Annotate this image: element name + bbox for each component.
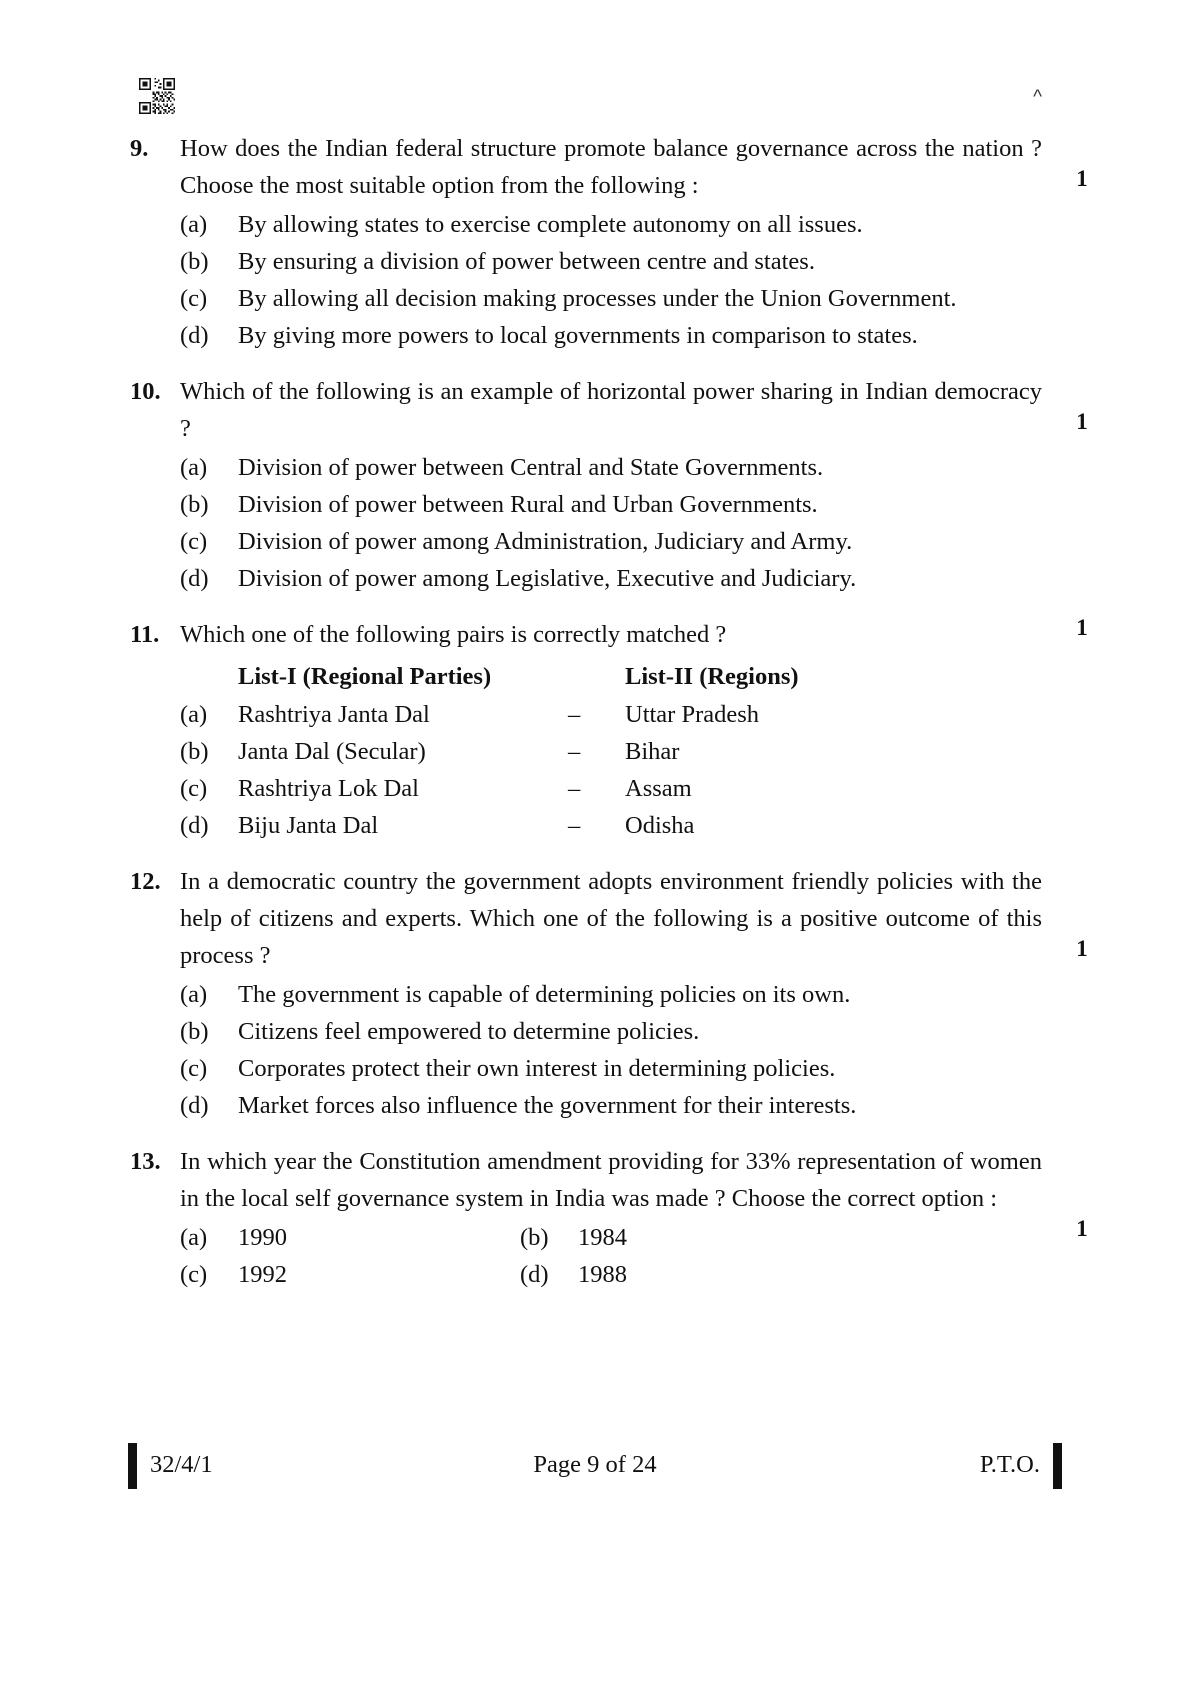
- question-marks: 1: [1076, 1216, 1088, 1241]
- option-list: [180, 206, 1048, 354]
- question-text: In which year the Constitution amendment providing for 33% representation of women in the local self governance system in India was made ? Choose the correct option :: [180, 1148, 1042, 1212]
- option-text: Division of power among Legislative, Executive and Judiciary.: [238, 565, 857, 592]
- option-item[interactable]: [520, 1219, 860, 1256]
- option-item[interactable]: [180, 280, 1048, 317]
- option-label: (d): [180, 812, 209, 839]
- qr-code: [139, 78, 175, 114]
- option-text: Division of power between Central and State Governments.: [238, 454, 824, 481]
- region-name: Bihar: [625, 738, 680, 765]
- chevron-up-icon: ^: [1033, 87, 1042, 108]
- question-number: 12.: [130, 868, 161, 895]
- region-name: Uttar Pradesh: [625, 701, 760, 728]
- option-label: (d): [180, 1092, 209, 1119]
- option-text: 1990: [238, 1224, 287, 1251]
- option-item[interactable]: [180, 1013, 1048, 1050]
- option-text: Citizens feel empowered to determine policies.: [238, 1018, 700, 1045]
- paper-code: 32/4/1: [150, 1451, 213, 1478]
- column-header-list-2: List-II (Regions): [625, 663, 799, 690]
- page-footer: [128, 1443, 1062, 1489]
- option-label: (b): [520, 1224, 549, 1251]
- option-text: Division of power between Rural and Urban Governments.: [238, 491, 818, 518]
- option-row: [180, 1219, 1048, 1256]
- option-list: [180, 449, 1048, 597]
- party-name: Rashtriya Janta Dal: [238, 701, 430, 728]
- option-item[interactable]: [180, 976, 1048, 1013]
- question-11: [128, 615, 1088, 844]
- question-marks: 1: [1076, 409, 1088, 434]
- question-number: 9.: [130, 135, 149, 162]
- option-label: (b): [180, 1018, 209, 1045]
- option-item[interactable]: [180, 523, 1048, 560]
- option-item[interactable]: [180, 1256, 520, 1293]
- option-text: 1988: [578, 1261, 627, 1288]
- pto-label: P.T.O.: [979, 1451, 1040, 1478]
- question-10: [128, 373, 1088, 597]
- header-spacer-dash: [568, 657, 625, 696]
- question-text: Which one of the following pairs is correctly matched ?: [180, 621, 727, 648]
- party-name: Rashtriya Lok Dal: [238, 775, 419, 802]
- option-text: By giving more powers to local governments in comparison to states.: [238, 322, 918, 349]
- question-marks: 1: [1076, 936, 1088, 961]
- footer-bar-right: [1053, 1443, 1062, 1489]
- option-label: (b): [180, 248, 209, 275]
- dash-separator: –: [568, 738, 581, 765]
- option-text: Corporates protect their own interest in determining policies.: [238, 1055, 836, 1082]
- column-header-list-1: List-I (Regional Parties): [238, 663, 492, 690]
- option-list: [180, 976, 1048, 1124]
- option-label: (a): [180, 701, 208, 728]
- option-label: (c): [180, 285, 208, 312]
- option-label: (d): [180, 322, 209, 349]
- option-label: (a): [180, 454, 208, 481]
- option-item[interactable]: [180, 1087, 1048, 1124]
- option-label: (c): [180, 1261, 208, 1288]
- party-name: Biju Janta Dal: [238, 812, 379, 839]
- table-row[interactable]: [180, 696, 1048, 733]
- option-item[interactable]: [180, 317, 1048, 354]
- option-item[interactable]: [180, 243, 1048, 280]
- option-text: Market forces also influence the government for their interests.: [238, 1092, 857, 1119]
- region-name: Odisha: [625, 812, 695, 839]
- table-row[interactable]: [180, 770, 1048, 807]
- question-text: Which of the following is an example of horizontal power sharing in Indian democracy ?: [180, 378, 1042, 442]
- option-label: (d): [180, 565, 209, 592]
- question-text: How does the Indian federal structure promote balance governance across the nation ? Choose the most suitable option from the following :: [180, 135, 1042, 199]
- question-number: 11.: [130, 621, 160, 648]
- option-text: By allowing all decision making processes under the Union Government.: [238, 285, 957, 312]
- option-text: 1992: [238, 1261, 287, 1288]
- option-label: (c): [180, 528, 208, 555]
- option-label: (a): [180, 1224, 208, 1251]
- question-list: [128, 130, 1088, 1312]
- option-item[interactable]: [180, 1219, 520, 1256]
- option-list: [180, 1219, 1048, 1293]
- question-9: [128, 130, 1088, 354]
- option-text: The government is capable of determining policies on its own.: [238, 981, 851, 1008]
- option-label: (a): [180, 981, 208, 1008]
- option-label: (d): [520, 1261, 549, 1288]
- option-row: [180, 1256, 1048, 1293]
- dash-separator: –: [568, 775, 581, 802]
- question-text: In a democratic country the government adopts environment friendly policies with the help of citizens and experts. Which one of the following is a positive outcome of this process ?: [180, 868, 1042, 969]
- question-marks: 1: [1076, 166, 1088, 191]
- option-text: By ensuring a division of power between centre and states.: [238, 248, 815, 275]
- option-text: 1984: [578, 1224, 627, 1251]
- option-label: (c): [180, 775, 208, 802]
- question-12: [128, 863, 1088, 1124]
- matching-table: [180, 657, 1048, 844]
- party-name: Janta Dal (Secular): [238, 738, 426, 765]
- option-item[interactable]: [180, 486, 1048, 523]
- option-item[interactable]: [520, 1256, 860, 1293]
- question-number: 10.: [130, 378, 161, 405]
- option-item[interactable]: [180, 449, 1048, 486]
- table-row[interactable]: [180, 733, 1048, 770]
- question-marks: 1: [1076, 615, 1088, 640]
- option-item[interactable]: [180, 560, 1048, 597]
- table-header-row: [180, 657, 1048, 696]
- dash-separator: –: [568, 701, 581, 728]
- option-text: By allowing states to exercise complete autonomy on all issues.: [238, 211, 863, 238]
- option-label: (a): [180, 211, 208, 238]
- option-item[interactable]: [180, 1050, 1048, 1087]
- header-spacer: [180, 657, 238, 696]
- option-label: (b): [180, 491, 209, 518]
- question-number: 13.: [130, 1148, 161, 1175]
- region-name: Assam: [625, 775, 692, 802]
- page-number: Page 9 of 24: [533, 1451, 657, 1478]
- option-label: (c): [180, 1055, 208, 1082]
- option-label: (b): [180, 738, 209, 765]
- question-13: [128, 1143, 1088, 1293]
- dash-separator: –: [568, 812, 581, 839]
- option-text: Division of power among Administration, Judiciary and Army.: [238, 528, 853, 555]
- table-row[interactable]: [180, 807, 1048, 844]
- option-item[interactable]: [180, 206, 1048, 243]
